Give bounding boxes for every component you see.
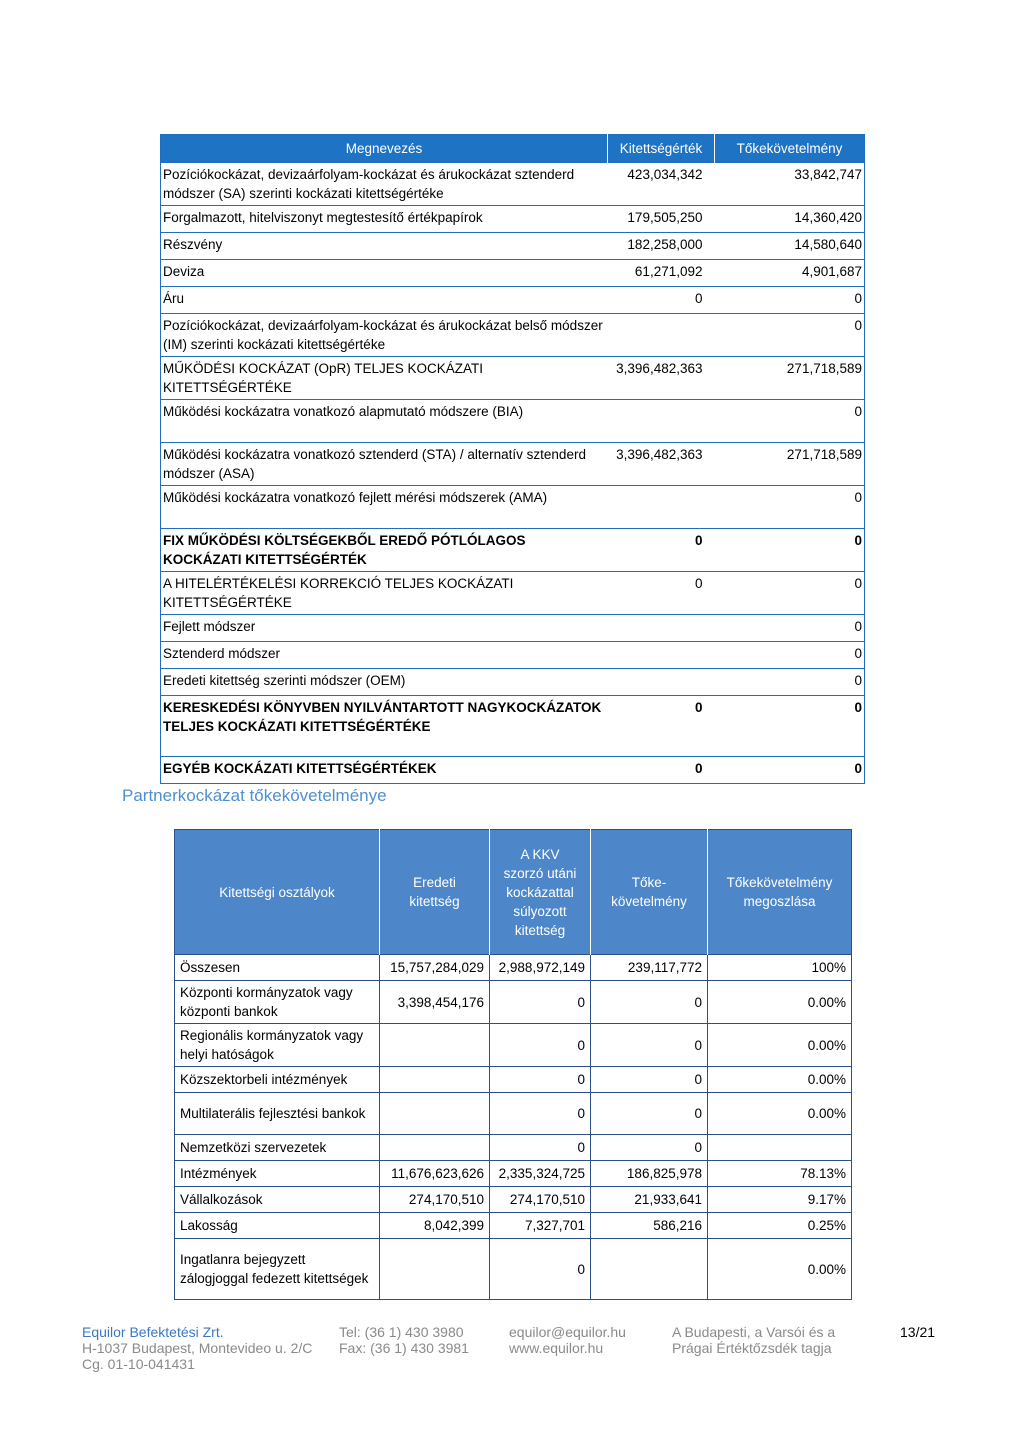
footer-address: H-1037 Budapest, Montevideo u. 2/C xyxy=(82,1340,313,1356)
footer-registration: Cg. 01-10-041431 xyxy=(82,1356,195,1372)
row-exposure: 3,396,482,363 xyxy=(608,357,715,400)
row-weighted-exposure: 0 xyxy=(490,1135,591,1161)
row-name: Áru xyxy=(161,287,608,314)
row-capital-share: 9.17% xyxy=(708,1187,852,1213)
section-title: Partnerkockázat tőkekövetelménye xyxy=(122,786,387,805)
table-header-row xyxy=(161,135,865,163)
row-name: Forgalmazott, hitelviszonyt megtestesítő értékpapírok xyxy=(161,206,608,233)
row-capital: 239,117,772 xyxy=(591,955,708,981)
table-row xyxy=(161,287,865,314)
row-name: Sztenderd módszer xyxy=(161,642,608,669)
footer-fax: Fax: (36 1) 430 3981 xyxy=(339,1340,469,1356)
row-capital: 0 xyxy=(715,529,865,572)
row-capital: 0 xyxy=(591,1093,708,1135)
footer-member-line2: Prágai Értéktőzsdék tagja xyxy=(672,1340,832,1356)
row-capital-share: 0.00% xyxy=(708,1067,852,1093)
row-capital-share: 78.13% xyxy=(708,1161,852,1187)
row-name: Részvény xyxy=(161,233,608,260)
row-exposure: 0 xyxy=(608,696,715,757)
risk-exposure-table xyxy=(160,134,865,784)
row-weighted-exposure: 0 xyxy=(490,981,591,1024)
table-row xyxy=(161,163,865,206)
footer-member-line1: A Budapesti, a Varsói és a xyxy=(672,1324,836,1340)
row-exposure: 0 xyxy=(608,287,715,314)
row-exposure: 423,034,342 xyxy=(608,163,715,206)
row-exposure xyxy=(608,642,715,669)
row-capital xyxy=(591,1239,708,1300)
header-original-exposure: Eredeti kitettség xyxy=(380,830,490,955)
header-weighted-exposure: A KKV szorzó utáni kockázattal súlyozott kitettség xyxy=(490,830,591,955)
table-row xyxy=(161,486,865,529)
row-original-exposure: 3,398,454,176 xyxy=(380,981,490,1024)
footer-web[interactable]: www.equilor.hu xyxy=(509,1340,604,1356)
row-exposure: 3,396,482,363 xyxy=(608,443,715,486)
table-row xyxy=(175,1067,852,1093)
counterparty-risk-table xyxy=(174,829,852,1300)
row-class: Összesen xyxy=(175,955,380,981)
header-class: Kitettségi osztályok xyxy=(175,830,380,955)
row-capital: 0 xyxy=(715,615,865,642)
row-weighted-exposure: 2,335,324,725 xyxy=(490,1161,591,1187)
header-capital: Tőkekövetelmény xyxy=(715,135,865,163)
row-original-exposure: 11,676,623,626 xyxy=(380,1161,490,1187)
footer-tel: Tel: (36 1) 430 3980 xyxy=(339,1324,464,1340)
row-capital: 186,825,978 xyxy=(591,1161,708,1187)
row-capital: 33,842,747 xyxy=(715,163,865,206)
table-row xyxy=(161,669,865,696)
row-weighted-exposure: 7,327,701 xyxy=(490,1213,591,1239)
table-row xyxy=(175,981,852,1024)
row-exposure: 182,258,000 xyxy=(608,233,715,260)
row-class: Nemzetközi szervezetek xyxy=(175,1135,380,1161)
row-weighted-exposure: 0 xyxy=(490,1239,591,1300)
table-row xyxy=(161,260,865,287)
row-weighted-exposure: 0 xyxy=(490,1024,591,1067)
footer-membership-block xyxy=(672,1324,835,1356)
row-capital: 0 xyxy=(715,642,865,669)
row-capital: 271,718,589 xyxy=(715,443,865,486)
row-capital: 0 xyxy=(591,1067,708,1093)
table-row xyxy=(161,233,865,260)
row-capital: 0 xyxy=(715,287,865,314)
row-capital: 14,360,420 xyxy=(715,206,865,233)
row-name: Pozíciókockázat, devizaárfolyam-kockázat és árukockázat sztenderd módszer (SA) szerinti kockázati kitettségértéke xyxy=(161,163,608,206)
row-capital: 0 xyxy=(715,696,865,757)
row-name: Eredeti kitettség szerinti módszer (OEM) xyxy=(161,669,608,696)
table-row xyxy=(175,1161,852,1187)
table-row xyxy=(161,757,865,784)
row-exposure xyxy=(608,486,715,529)
row-name: FIX MŰKÖDÉSI KÖLTSÉGEKBŐL EREDŐ PÓTLÓLAGOS KOCKÁZATI KITETTSÉGÉRTÉK xyxy=(161,529,608,572)
row-original-exposure xyxy=(380,1024,490,1067)
header-name: Megnevezés xyxy=(161,135,608,163)
table-row xyxy=(161,529,865,572)
row-capital: 0 xyxy=(715,400,865,443)
table-row xyxy=(161,696,865,757)
row-capital-share: 100% xyxy=(708,955,852,981)
table-row xyxy=(161,443,865,486)
row-weighted-exposure: 2,988,972,149 xyxy=(490,955,591,981)
table-row xyxy=(175,1024,852,1067)
row-name: Deviza xyxy=(161,260,608,287)
row-original-exposure xyxy=(380,1239,490,1300)
table-row xyxy=(161,572,865,615)
row-capital: 21,933,641 xyxy=(591,1187,708,1213)
header-exposure: Kitettségérték xyxy=(608,135,715,163)
row-capital: 0 xyxy=(591,981,708,1024)
row-exposure: 0 xyxy=(608,572,715,615)
row-class: Központi kormányzatok vagy központi bankok xyxy=(175,981,380,1024)
row-capital: 0 xyxy=(715,572,865,615)
table-row xyxy=(175,1135,852,1161)
row-exposure xyxy=(608,669,715,696)
row-original-exposure: 8,042,399 xyxy=(380,1213,490,1239)
row-name: Működési kockázatra vonatkozó alapmutató módszere (BIA) xyxy=(161,400,608,443)
table-row xyxy=(175,1187,852,1213)
table-row xyxy=(161,206,865,233)
header-capital-share: Tőkekövetelmény megoszlása xyxy=(708,830,852,955)
footer-contact-block xyxy=(509,1324,626,1356)
table-row xyxy=(175,1239,852,1300)
row-name: Pozíciókockázat, devizaárfolyam-kockázat és árukockázat belső módszer (IM) szerinti kockázati kitettségértéke xyxy=(161,314,608,357)
row-class: Közszektorbeli intézmények xyxy=(175,1067,380,1093)
row-class: Intézmények xyxy=(175,1161,380,1187)
table-row xyxy=(161,314,865,357)
row-exposure: 0 xyxy=(608,757,715,784)
row-capital: 586,216 xyxy=(591,1213,708,1239)
row-capital-share: 0.25% xyxy=(708,1213,852,1239)
row-original-exposure xyxy=(380,1093,490,1135)
row-name: KERESKEDÉSI KÖNYVBEN NYILVÁNTARTOTT NAGYKOCKÁZATOK TELJES KOCKÁZATI KITETTSÉGÉRTÉKE xyxy=(161,696,608,757)
row-class: Vállalkozások xyxy=(175,1187,380,1213)
row-class: Multilaterális fejlesztési bankok xyxy=(175,1093,380,1135)
footer-page-block xyxy=(900,1324,935,1340)
table-header-row xyxy=(175,830,852,955)
table-row xyxy=(161,400,865,443)
row-original-exposure: 15,757,284,029 xyxy=(380,955,490,981)
row-class: Regionális kormányzatok vagy helyi hatóságok xyxy=(175,1024,380,1067)
row-name: MŰKÖDÉSI KOCKÁZAT (OpR) TELJES KOCKÁZATI KITETTSÉGÉRTÉKE xyxy=(161,357,608,400)
row-exposure: 61,271,092 xyxy=(608,260,715,287)
row-exposure xyxy=(608,314,715,357)
row-original-exposure: 274,170,510 xyxy=(380,1187,490,1213)
row-capital: 0 xyxy=(591,1135,708,1161)
table-row xyxy=(161,642,865,669)
row-class: Lakosság xyxy=(175,1213,380,1239)
table-row xyxy=(175,1213,852,1239)
row-weighted-exposure: 0 xyxy=(490,1093,591,1135)
row-name: EGYÉB KOCKÁZATI KITETTSÉGÉRTÉKEK xyxy=(161,757,608,784)
page-number: 13/21 xyxy=(900,1324,936,1340)
footer-company-block xyxy=(82,1324,312,1372)
row-capital-share: 0.00% xyxy=(708,1024,852,1067)
row-exposure xyxy=(608,400,715,443)
row-class: Ingatlanra bejegyzett zálogjoggal fedezett kitettségek xyxy=(175,1239,380,1300)
footer-company: Equilor Befektetési Zrt. xyxy=(82,1324,224,1340)
row-original-exposure xyxy=(380,1067,490,1093)
header-capital: Tőke-követelmény xyxy=(591,830,708,955)
row-capital: 0 xyxy=(715,669,865,696)
row-original-exposure xyxy=(380,1135,490,1161)
row-capital-share xyxy=(708,1135,852,1161)
row-capital: 0 xyxy=(715,757,865,784)
row-capital: 0 xyxy=(591,1024,708,1067)
row-name: Működési kockázatra vonatkozó fejlett mérési módszerek (AMA) xyxy=(161,486,608,529)
table-row xyxy=(175,955,852,981)
row-capital-share: 0.00% xyxy=(708,981,852,1024)
row-exposure: 0 xyxy=(608,529,715,572)
table-row xyxy=(161,357,865,400)
table-row xyxy=(175,1093,852,1135)
row-name: Működési kockázatra vonatkozó sztenderd (STA) / alternatív sztenderd módszer (ASA) xyxy=(161,443,608,486)
footer-email[interactable]: equilor@equilor.hu xyxy=(509,1324,626,1340)
row-name: A HITELÉRTÉKELÉSI KORREKCIÓ TELJES KOCKÁZATI KITETTSÉGÉRTÉKE xyxy=(161,572,608,615)
row-name: Fejlett módszer xyxy=(161,615,608,642)
row-capital: 0 xyxy=(715,486,865,529)
row-exposure xyxy=(608,615,715,642)
row-exposure: 179,505,250 xyxy=(608,206,715,233)
row-capital-share: 0.00% xyxy=(708,1239,852,1300)
footer-phone-block xyxy=(339,1324,469,1356)
table-row xyxy=(161,615,865,642)
row-capital: 4,901,687 xyxy=(715,260,865,287)
row-capital: 271,718,589 xyxy=(715,357,865,400)
row-capital: 14,580,640 xyxy=(715,233,865,260)
row-capital: 0 xyxy=(715,314,865,357)
row-capital-share: 0.00% xyxy=(708,1093,852,1135)
row-weighted-exposure: 0 xyxy=(490,1067,591,1093)
row-weighted-exposure: 274,170,510 xyxy=(490,1187,591,1213)
